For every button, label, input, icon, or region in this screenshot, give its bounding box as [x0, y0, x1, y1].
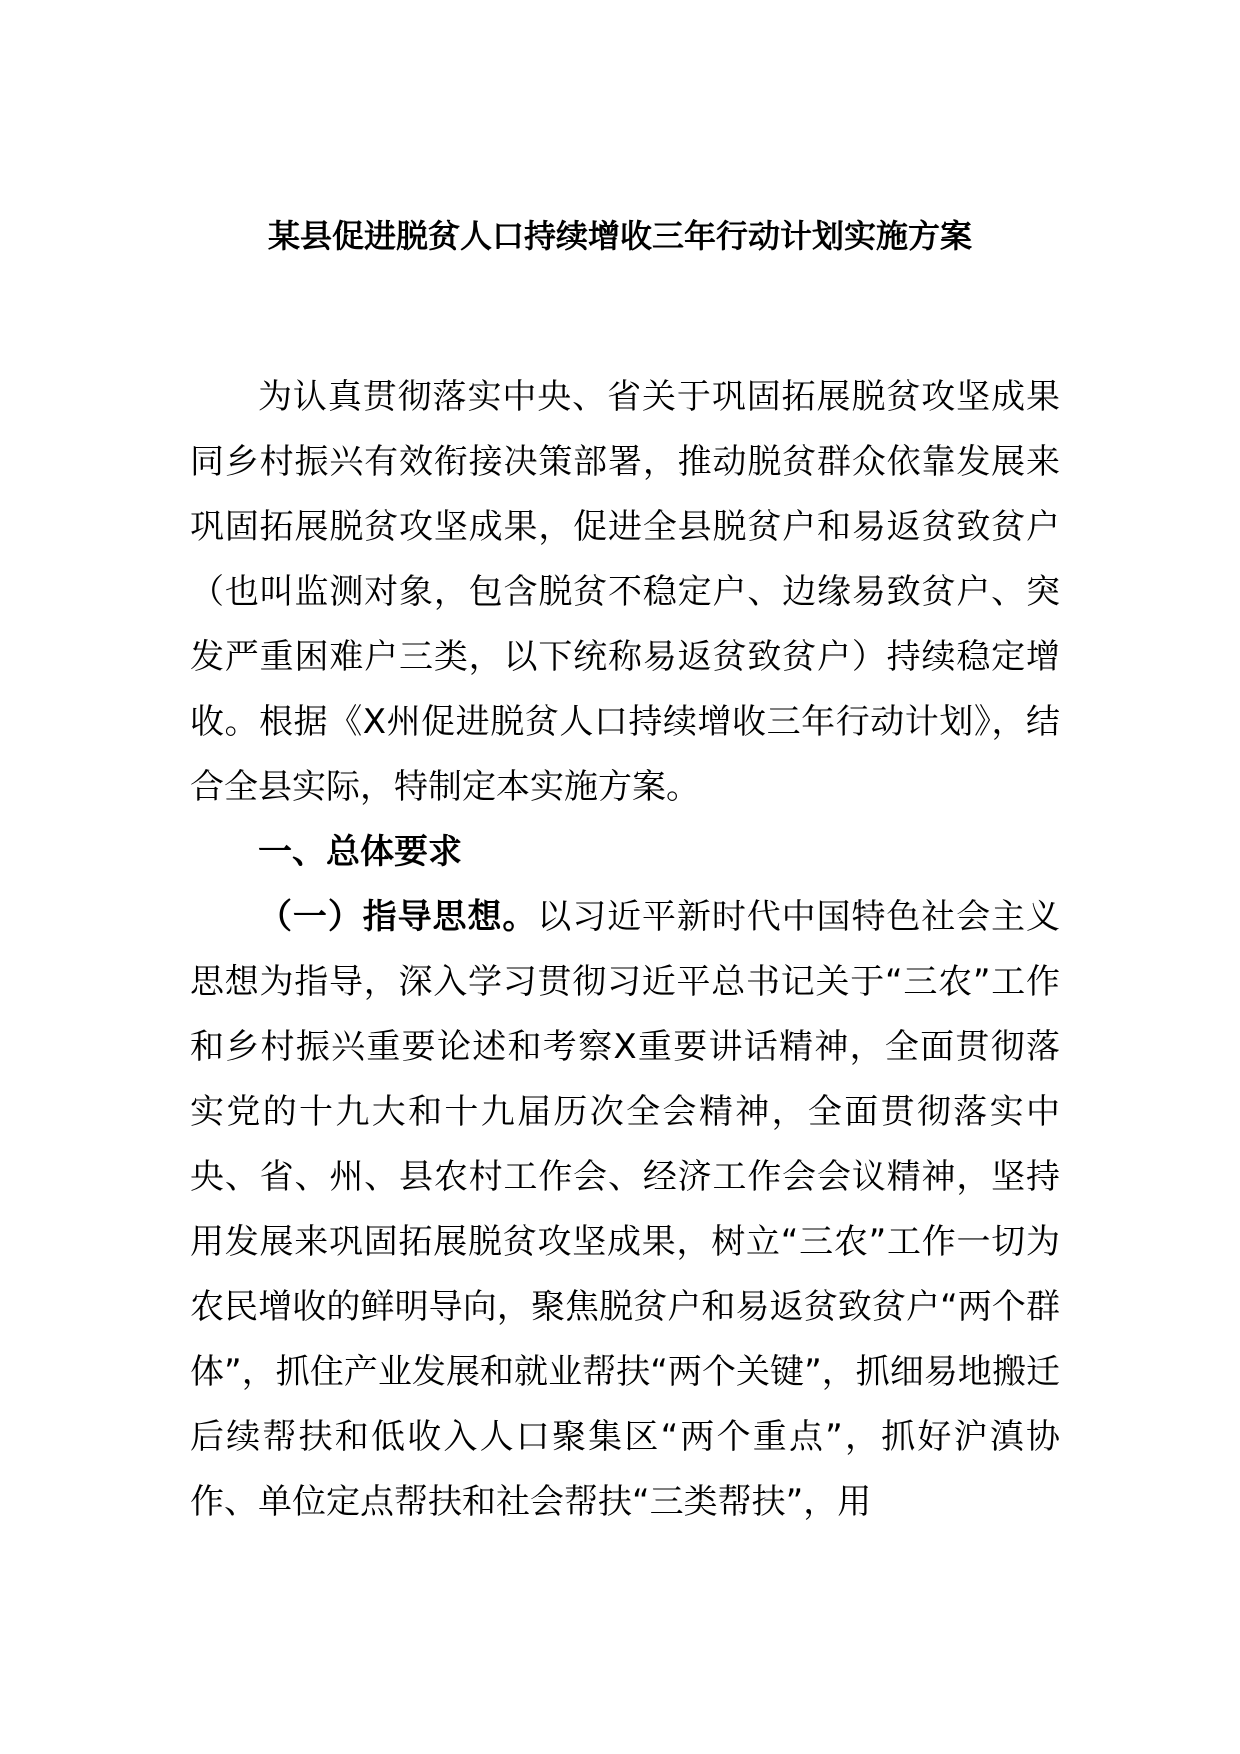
subsection-label-guiding-ideology: （一）指导思想。 [258, 897, 538, 937]
section-heading-overall-requirements: 一、总体要求 [258, 832, 462, 872]
guiding-ideology-paragraph [190, 885, 1060, 1535]
guiding-ideology-text: 以习近平新时代中国特色社会主义思想为指导，深入学习贯彻习近平总书记关于“三农”工作和乡村振兴重要论述和考察X重要讲话精神，全面贯彻落实党的十九大和十九届历次全会精神，全面贯彻落实中央、省、州、县农村工作会、经济工作会会议精神，坚持用发展来巩固拓展脱贫攻坚成果，树立“三农”工作一切为农民增收的鲜明导向，聚焦脱贫户和易返贫致贫户“两个群体”，抓住产业发展和就业帮扶“两个关键”，抓细易地搬迁后续帮扶和低收入人口聚集区“两个重点”，抓好沪滇协作、单位定点帮扶和社会帮扶“三类帮扶”，用 [190, 897, 1061, 1522]
document-title: 某县促进脱贫人口持续增收三年行动计划实施方案 [267, 217, 972, 255]
intro-paragraph: 为认真贯彻落实中央、省关于巩固拓展脱贫攻坚成果同乡村振兴有效衔接决策部署，推动脱贫群众依靠发展来巩固拓展脱贫攻坚成果，促进全县脱贫户和易返贫致贫户（也叫监测对象，包含脱贫不稳定户、边缘易致贫户、突发严重困难户三类，以下统称易返贫致贫户）持续稳定增收。根据《X州促进脱贫人口持续增收三年行动计划》，结合全县实际，特制定本实施方案。 [190, 377, 1060, 807]
